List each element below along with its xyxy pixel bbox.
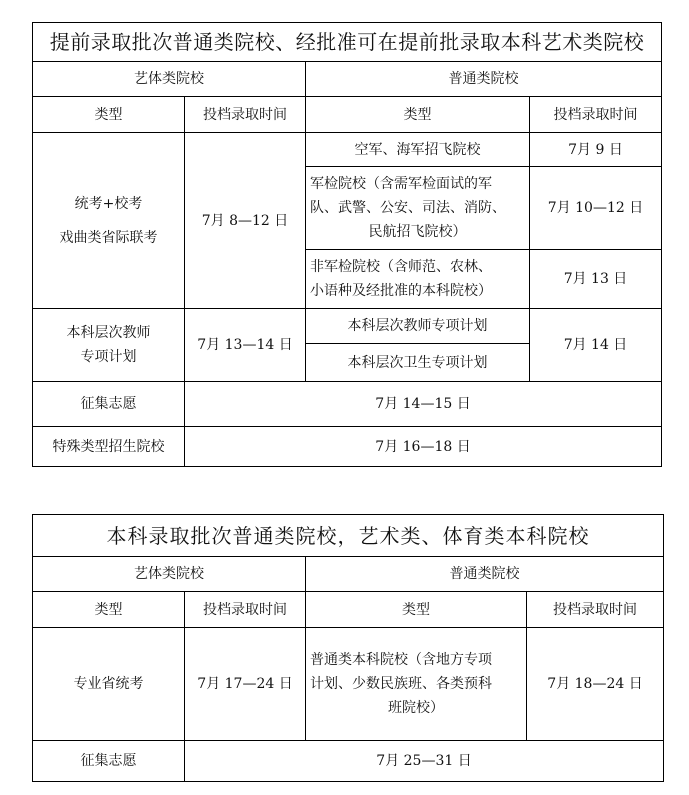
special-label: 特殊类型招生院校 — [33, 427, 185, 467]
type-line: 队、武警、公安、司法、消防、 — [310, 200, 506, 216]
col-header-time-general: 投档录取时间 — [527, 592, 664, 628]
general-time-cell: 7月 14 日 — [530, 309, 662, 382]
group-header-general: 普通类院校 — [306, 62, 662, 97]
general-time-cell: 7月 13 日 — [530, 250, 662, 309]
type-line: 普通类本科院校（含地方专项 — [310, 652, 492, 668]
art-type-line: 专项计划 — [80, 349, 137, 365]
special-time: 7月 16—18 日 — [185, 427, 662, 467]
general-type-cell: 本科层次卫生专项计划 — [306, 344, 530, 382]
art-type-cell — [33, 133, 185, 309]
group-header-general: 普通类院校 — [306, 557, 664, 592]
type-line: 非军检院校（含师范、农林、 — [310, 259, 492, 275]
art-time-cell: 7月 13—14 日 — [185, 309, 306, 382]
type-line: 班院校） — [388, 700, 444, 716]
col-header-type-general: 类型 — [306, 592, 527, 628]
general-type-cell: 本科层次教师专项计划 — [306, 309, 530, 344]
solicit-label: 征集志愿 — [33, 741, 185, 782]
col-header-time: 投档录取时间 — [185, 97, 306, 133]
general-time-cell: 7月 10—12 日 — [530, 167, 662, 250]
type-line: 小语种及经批准的本科院校） — [310, 283, 492, 299]
undergraduate-admission-table — [32, 514, 664, 782]
general-type-cell — [306, 628, 527, 741]
col-header-time: 投档录取时间 — [185, 592, 306, 628]
solicit-time: 7月 25—31 日 — [185, 741, 664, 782]
solicit-time: 7月 14—15 日 — [185, 382, 662, 427]
table-title: 提前录取批次普通类院校、经批准可在提前批录取本科艺术类院校 — [33, 23, 662, 62]
art-type-cell — [33, 309, 185, 382]
table-title: 本科录取批次普通类院校，艺术类、体育类本科院校 — [33, 515, 664, 557]
general-type-cell — [306, 250, 530, 309]
general-type-cell — [306, 167, 530, 250]
group-header-art-sports: 艺体类院校 — [33, 62, 306, 97]
general-type-cell: 空军、海军招飞院校 — [306, 133, 530, 167]
type-line: 民航招飞院校） — [368, 224, 467, 240]
art-time-cell: 7月 8—12 日 — [185, 133, 306, 309]
art-type-cell: 专业省统考 — [33, 628, 185, 741]
art-type-line: 戏曲类省际联考 — [59, 229, 158, 246]
general-time-cell: 7月 18—24 日 — [527, 628, 664, 741]
general-time-cell: 7月 9 日 — [530, 133, 662, 167]
art-type-line: 统考+校考 — [74, 195, 143, 212]
group-header-art-sports: 艺体类院校 — [33, 557, 306, 592]
type-line: 军检院校（含需军检面试的军 — [310, 176, 492, 192]
art-type-line: 本科层次教师 — [66, 325, 151, 341]
solicit-label: 征集志愿 — [33, 382, 185, 427]
col-header-type-general: 类型 — [306, 97, 530, 133]
col-header-time-general: 投档录取时间 — [530, 97, 662, 133]
early-admission-table — [32, 22, 662, 467]
type-line: 计划、少数民族班、各类预科 — [310, 676, 492, 692]
col-header-type: 类型 — [33, 592, 185, 628]
col-header-type: 类型 — [33, 97, 185, 133]
art-time-cell: 7月 17—24 日 — [185, 628, 306, 741]
